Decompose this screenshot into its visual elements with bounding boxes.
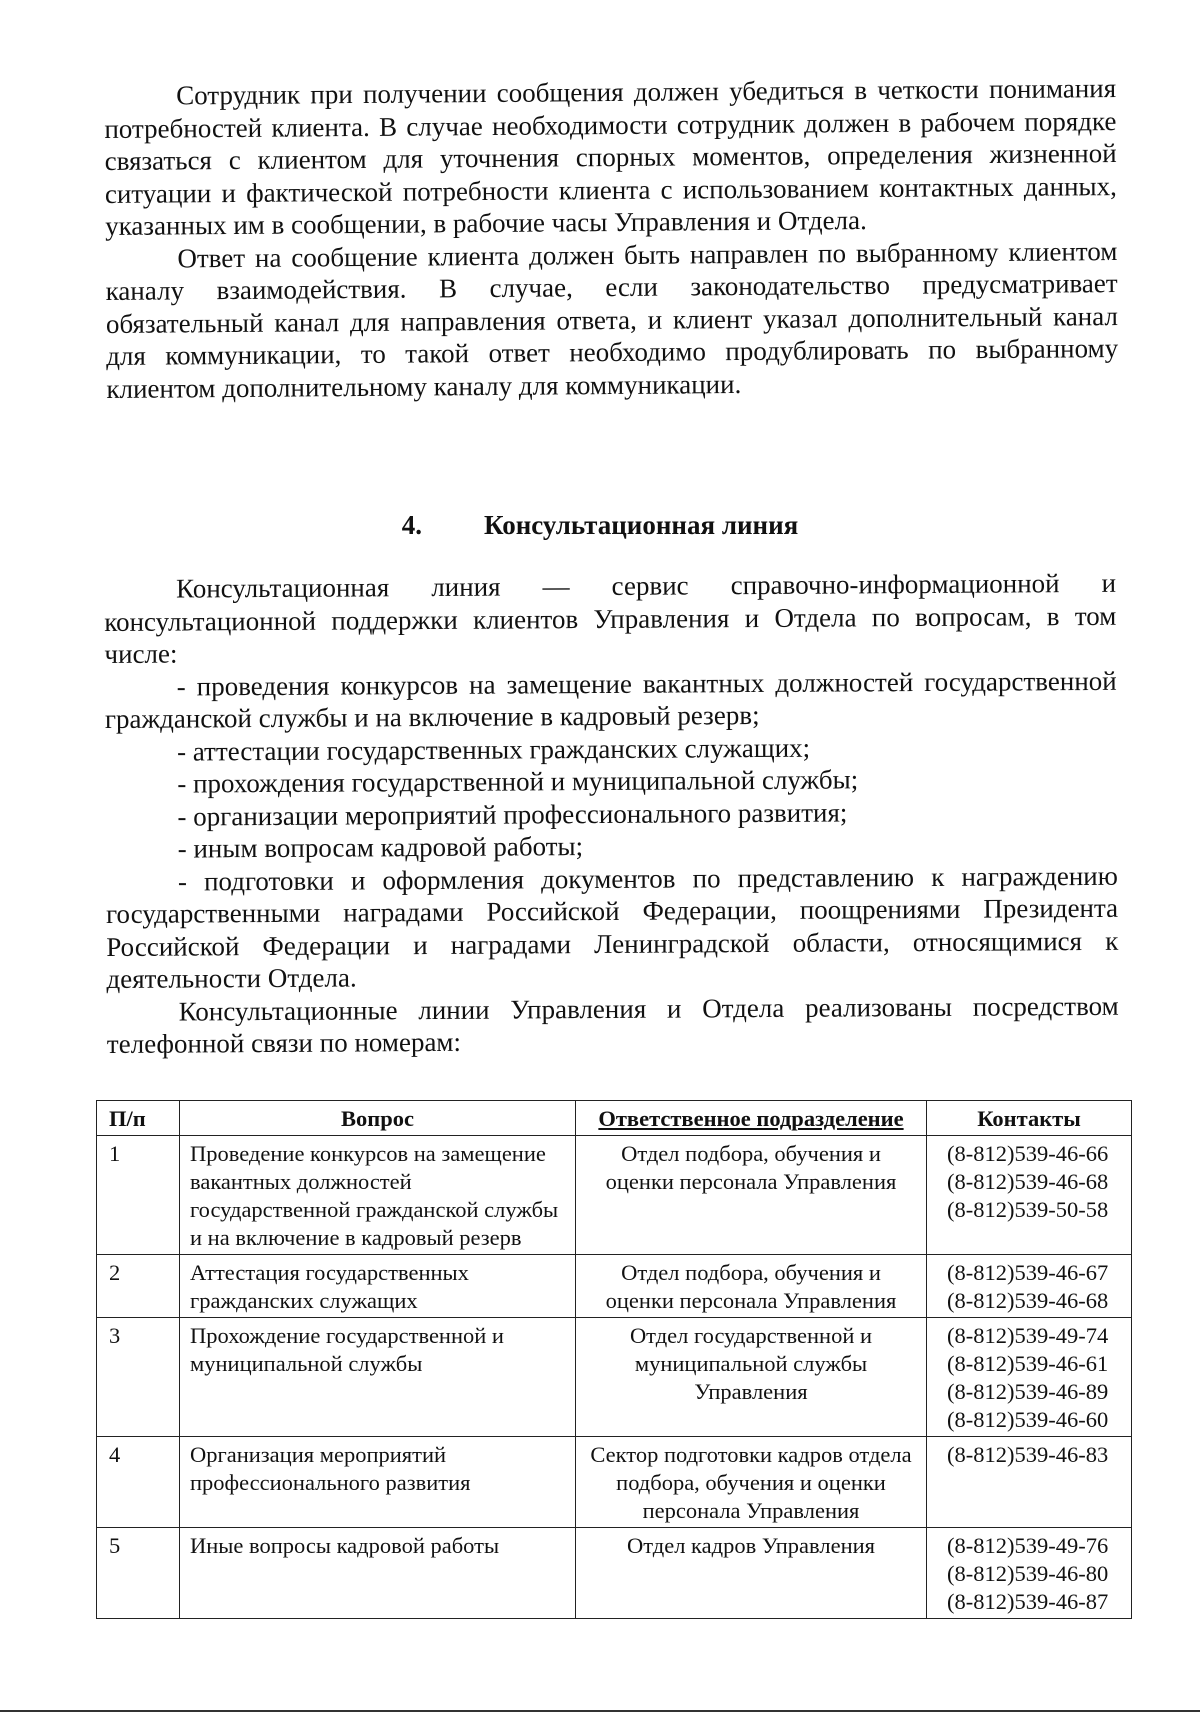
section-number: 4. [401,510,422,540]
phone-number: (8-812)539-46-66 [947,1141,1109,1166]
cell-dept: Отдел подбора, обучения и оценки персонала Управления [576,1136,927,1255]
list-item: - проведения конкурсов на замещение вакантных должностей государственной гражданской службы и на включение в кадровый резерв; [104,665,1117,734]
cell-dept: Отдел государственной и муниципальной службы Управления [576,1318,927,1437]
cell-question: Организация мероприятий профессионального развития [180,1437,576,1528]
table-row [97,1136,1132,1255]
intro-paragraph: Консультационная линия — сервис справочно-информационной и консультационной поддержки клиентов Управления и Отдела по вопросам, в том числе: [104,567,1117,669]
cell-contacts [927,1318,1132,1437]
cell-dept: Отдел подбора, обучения и оценки персонала Управления [576,1255,927,1318]
cell-question: Прохождение государственной и муниципальной службы [180,1318,576,1437]
phone-number: (8-812)539-46-80 [947,1561,1109,1586]
table-row [97,1255,1132,1318]
header-dept-label: Ответственное подразделение [598,1106,904,1131]
table-row [97,1437,1132,1528]
scan-edge-line [0,1710,1200,1712]
list-item: - организации мероприятий профессионального развития; [177,796,848,832]
cell-num: 1 [97,1136,180,1255]
phone-number: (8-812)539-49-74 [947,1323,1109,1348]
paragraph-response-channel: Ответ на сообщение клиента должен быть направлен по выбранному клиентом каналу взаимодействия. В случае, если законодательство предусматривает обязательный канал для направления ответа, и клиент указал дополнительный канал для коммуникации, то такой ответ необходимо продублировать по выбранному клиентом дополнительному каналу для коммуникации. [105,235,1119,404]
phone-number: (8-812)539-49-76 [947,1533,1109,1558]
cell-num: 2 [97,1255,180,1318]
closing-paragraph: Консультационные линии Управления и Отдела реализованы посредством телефонной связи по номерам: [106,990,1119,1059]
paragraph-employee-check: Сотрудник при получении сообщения должен убедиться в четкости понимания потребностей клиента. В случае необходимости сотрудник должен в рабочем порядке связаться с клиентом для уточнения спорных моментов, определения жизненной ситуации и фактической потребности клиента с использованием контактных данных, указанных им в сообщении, в рабочие часы Управления и Отдела. [104,73,1117,241]
cell-question: Аттестация государственных гражданских служащих [180,1255,576,1318]
cell-contacts [927,1255,1132,1318]
list-item: - прохождения государственной и муниципальной службы; [177,764,859,799]
cell-contacts [927,1437,1132,1528]
header-num: П/п [97,1101,180,1136]
cell-question: Проведение конкурсов на замещение вакантных должностей государственной гражданской службы и на включение в кадровый резерв [180,1136,576,1255]
phone-number: (8-812)539-46-68 [947,1288,1109,1313]
header-dept [576,1101,927,1136]
list-item: - подготовки и оформления документов по представлению к награждению государственными наградами Российской Федерации, поощрениями Президента Российской Федерации и наградами Ленинградской области, относящимися к деятельности Отдела. [105,860,1119,994]
table-row [97,1528,1132,1619]
section-body [104,567,1119,1061]
cell-dept: Отдел кадров Управления [576,1528,927,1619]
contacts-table-wrapper [96,1100,1132,1619]
cell-contacts [927,1136,1132,1255]
top-paragraphs [104,72,1119,405]
table-header-row [97,1101,1132,1136]
cell-question: Иные вопросы кадровой работы [180,1528,576,1619]
header-contacts: Контакты [927,1101,1132,1136]
section-title: Консультационная линия [484,510,799,540]
phone-number: (8-812)539-46-87 [947,1589,1109,1614]
list-item: - иным вопросам кадровой работы; [177,831,584,864]
cell-contacts [927,1528,1132,1619]
phone-number: (8-812)539-46-68 [947,1169,1109,1194]
cell-num: 5 [97,1528,180,1619]
phone-number: (8-812)539-46-89 [947,1379,1109,1404]
header-question: Вопрос [180,1101,576,1136]
cell-dept: Сектор подготовки кадров отдела подбора, обучения и оценки персонала Управления [576,1437,927,1528]
phone-number: (8-812)539-50-58 [947,1197,1109,1222]
phone-number: (8-812)539-46-67 [947,1260,1109,1285]
cell-num: 4 [97,1437,180,1528]
list-item: - аттестации государственных гражданских служащих; [176,732,811,767]
phone-number: (8-812)539-46-61 [947,1351,1109,1376]
phone-number: (8-812)539-46-83 [947,1442,1109,1467]
phone-number: (8-812)539-46-60 [947,1407,1109,1432]
cell-num: 3 [97,1318,180,1437]
section-heading [0,510,1200,541]
contacts-table [96,1100,1132,1619]
table-row [97,1318,1132,1437]
